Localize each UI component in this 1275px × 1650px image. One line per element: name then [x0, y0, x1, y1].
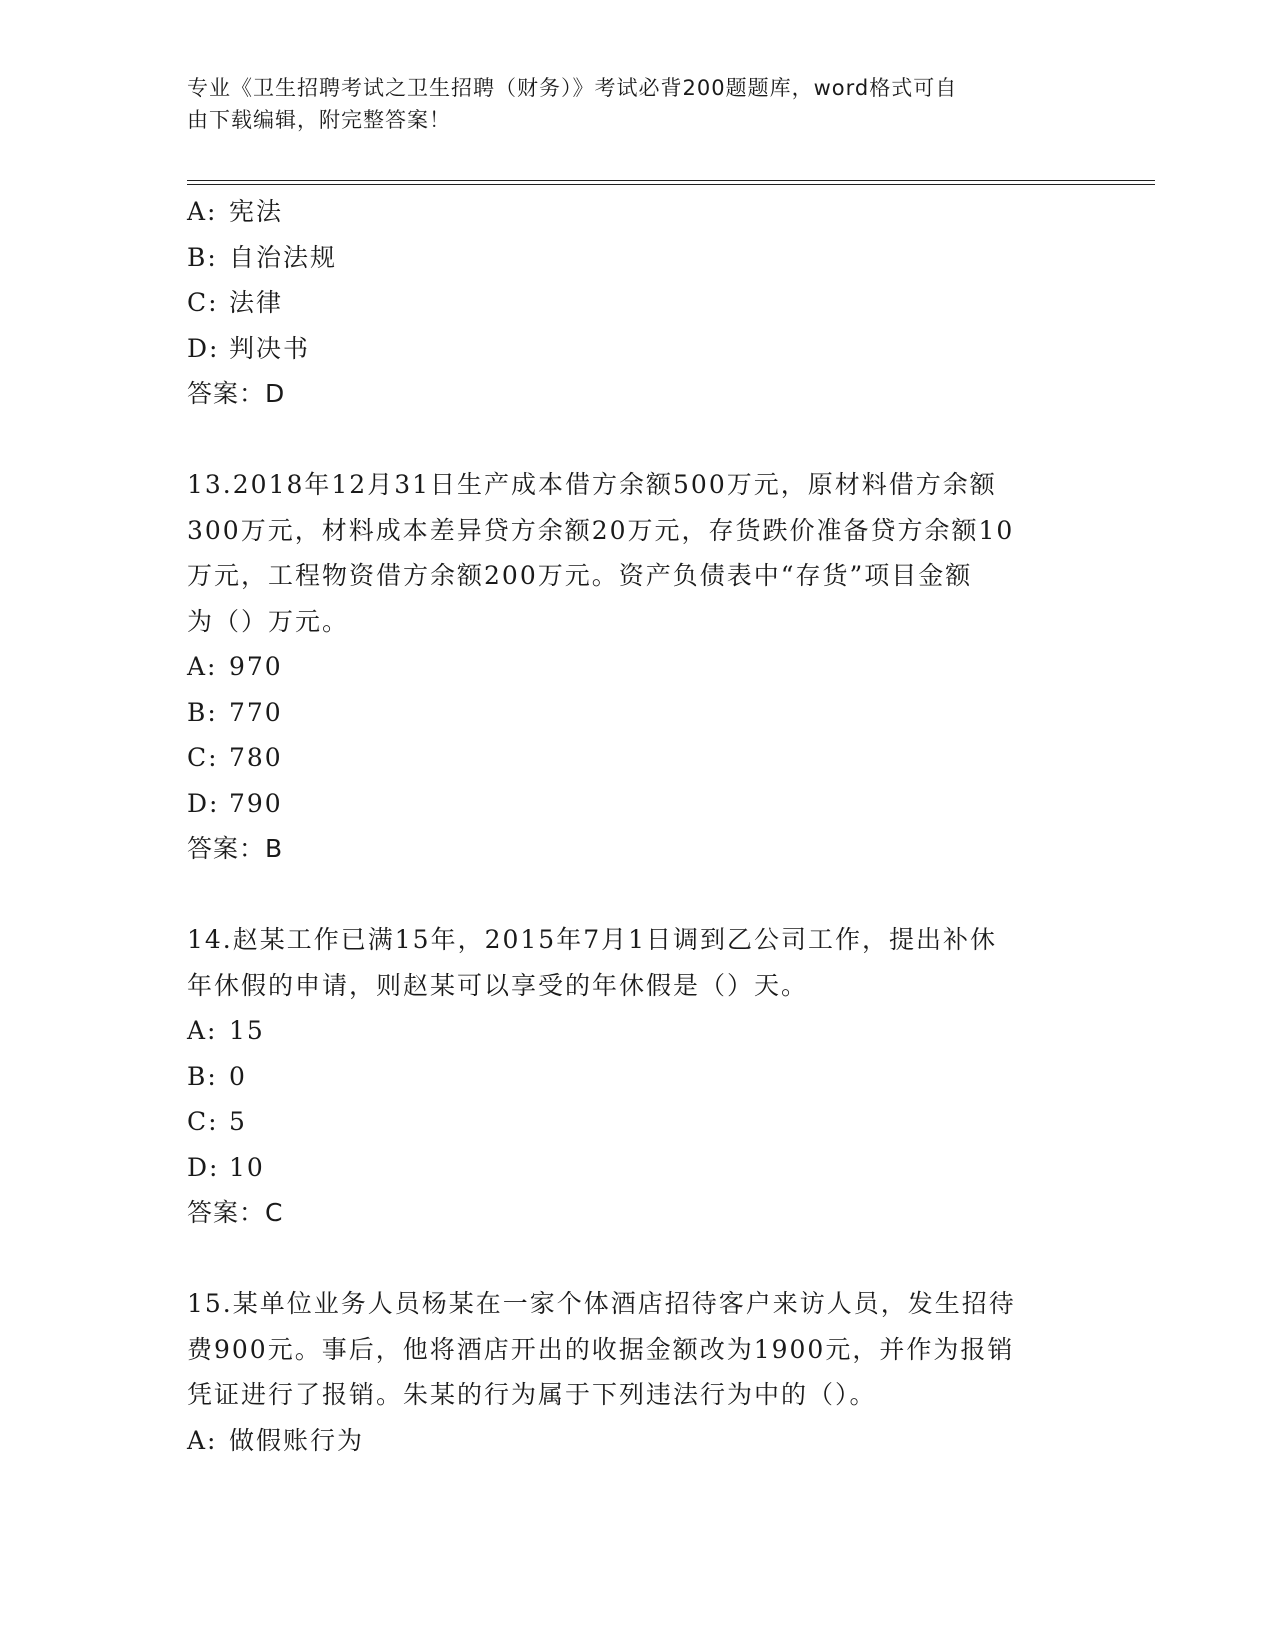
- spacer: [187, 872, 1087, 918]
- option-label: B:: [187, 242, 218, 272]
- header-divider-top: [187, 180, 1155, 181]
- question-list: [187, 189, 1087, 1463]
- option-text: 770: [229, 697, 283, 727]
- option-label: A:: [187, 1425, 218, 1455]
- answer-line: 答案：C: [187, 1198, 284, 1227]
- option-text: 15: [229, 1016, 265, 1045]
- option-a: [187, 1008, 1087, 1054]
- option-label: D:: [187, 1152, 220, 1182]
- option-label: D:: [187, 788, 220, 818]
- option-text: 做假账行为: [229, 1425, 365, 1455]
- option-a: [187, 189, 1087, 235]
- stem-line: 费900元。事后，他将酒店开出的收据金额改为1900元，并作为报销: [187, 1334, 1015, 1364]
- option-label: C:: [187, 288, 219, 317]
- option-label: B:: [187, 1061, 218, 1091]
- stem-line: 年休假的申请，则赵某可以享受的年休假是（）天。: [187, 970, 809, 1000]
- spacer: [187, 1236, 1087, 1282]
- header-line-2: 由下载编辑，附完整答案！: [187, 108, 451, 132]
- option-b: [187, 235, 1087, 281]
- option-text: 自治法规: [229, 242, 338, 272]
- option-label: B:: [187, 697, 218, 727]
- option-label: C:: [187, 743, 219, 772]
- option-c: [187, 1099, 1087, 1145]
- stem-line: 凭证进行了报销。朱某的行为属于下列违法行为中的（）。: [187, 1380, 877, 1409]
- option-d: [187, 781, 1087, 827]
- option-text: 法律: [229, 288, 284, 317]
- question-stem: [187, 1281, 1087, 1418]
- question-block-13: [187, 462, 1087, 872]
- option-b: [187, 690, 1087, 736]
- option-c: [187, 280, 1087, 326]
- option-c: [187, 735, 1087, 781]
- stem-line: 为（）万元。: [187, 606, 350, 636]
- stem-line: 300万元，材料成本差异贷方余额20万元，存货跌价准备贷方余额10: [187, 515, 1015, 545]
- question-block-12: [187, 189, 1087, 417]
- option-label: D:: [187, 333, 220, 363]
- option-text: 10: [229, 1152, 265, 1182]
- question-block-15: [187, 1281, 1087, 1463]
- option-d: [187, 1145, 1087, 1191]
- option-label: C:: [187, 1107, 219, 1136]
- answer-line: 答案：D: [187, 379, 286, 408]
- option-text: 790: [229, 788, 283, 818]
- option-label: A:: [187, 197, 218, 226]
- answer-line: 答案：B: [187, 834, 284, 863]
- question-stem: [187, 917, 1087, 1008]
- option-label: A:: [187, 652, 218, 681]
- option-text: 5: [229, 1107, 247, 1136]
- header-divider-bottom: [187, 184, 1155, 185]
- question-block-14: [187, 917, 1087, 1236]
- question-stem: [187, 462, 1087, 644]
- stem-line: 14.赵某工作已满15年，2015年7月1日调到乙公司工作，提出补休: [187, 925, 998, 954]
- document-header: [187, 72, 1087, 136]
- stem-line: 15.某单位业务人员杨某在一家个体酒店招待客户来访人员，发生招待: [187, 1289, 1016, 1318]
- option-label: A:: [187, 1016, 218, 1045]
- stem-line: 13.2018年12月31日生产成本借方余额500万元，原材料借方余额: [187, 470, 997, 499]
- option-b: [187, 1054, 1087, 1100]
- option-text: 判决书: [229, 333, 311, 363]
- option-text: 宪法: [229, 197, 284, 226]
- option-text: 780: [229, 743, 283, 772]
- option-a: [187, 644, 1087, 690]
- option-text: 970: [229, 652, 283, 681]
- header-line-1: 专业《卫生招聘考试之卫生招聘（财务）》考试必背200题题库，word格式可自: [187, 76, 958, 100]
- stem-line: 万元，工程物资借方余额200万元。资产负债表中“存货”项目金额: [187, 561, 973, 590]
- option-text: 0: [229, 1061, 247, 1091]
- option-d: [187, 326, 1087, 372]
- spacer: [187, 417, 1087, 463]
- option-a: [187, 1418, 1087, 1464]
